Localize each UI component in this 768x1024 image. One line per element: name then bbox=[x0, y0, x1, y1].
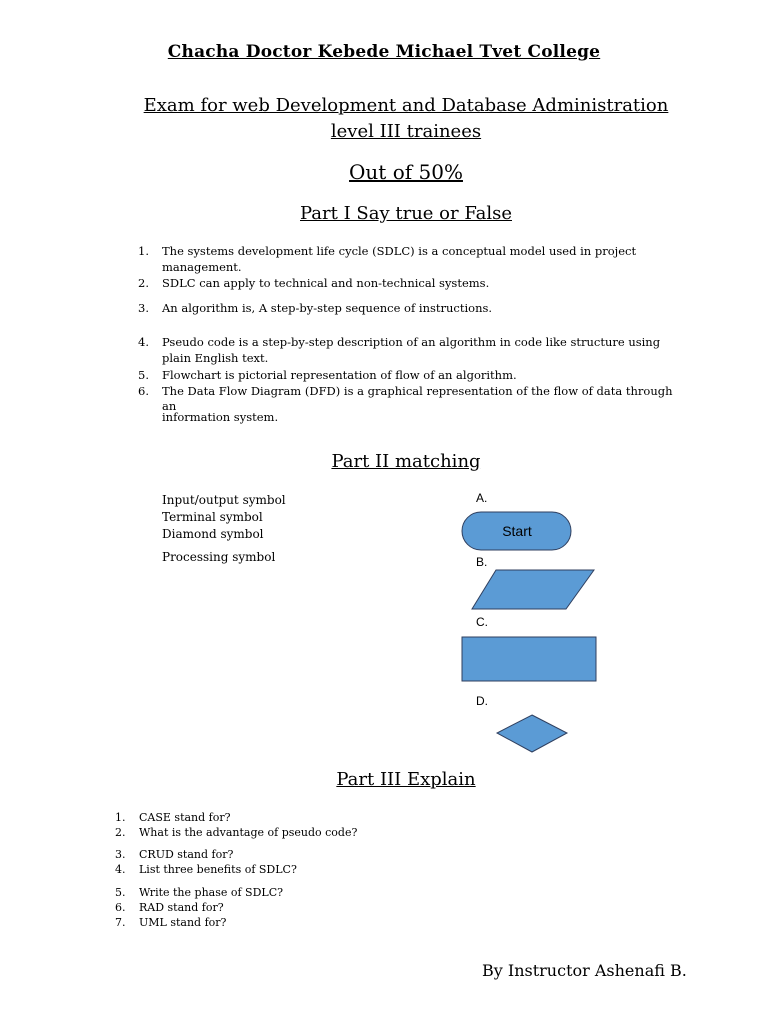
matching-term: Processing symbol bbox=[162, 550, 276, 564]
exam-title-line2: level III trainees bbox=[330, 121, 482, 142]
item-text: RAD stand for? bbox=[139, 901, 224, 914]
flowchart-symbols bbox=[455, 505, 615, 765]
process-symbol-shape bbox=[462, 637, 596, 681]
item-number: 6. bbox=[138, 384, 149, 398]
matching-term: Diamond symbol bbox=[162, 527, 264, 541]
item-number: 4. bbox=[138, 335, 149, 349]
exam-title-line1: Exam for web Development and Database Administration bbox=[143, 95, 669, 116]
item-text: List three benefits of SDLC? bbox=[139, 863, 297, 876]
item-text: The Data Flow Diagram (DFD) is a graphical representation of the flow of data through an bbox=[162, 384, 673, 413]
item-number: 5. bbox=[115, 886, 126, 899]
item-text: Pseudo code is a step-by-step description of an algorithm in code like structure using bbox=[162, 335, 661, 349]
instructor-signature-line: By Instructor Ashenafi B. bbox=[482, 961, 687, 980]
item-text: Flowchart is pictorial representation of flow of an algorithm. bbox=[162, 368, 517, 382]
exam-total-score: Out of 50% bbox=[349, 160, 463, 184]
item-text-continued: information system. bbox=[162, 410, 279, 424]
item-text-continued: plain English text. bbox=[162, 351, 269, 365]
item-number: 1. bbox=[138, 244, 149, 258]
io-symbol-shape bbox=[472, 570, 594, 609]
matching-term: Input/output symbol bbox=[162, 493, 286, 507]
shape-label-d: D. bbox=[476, 694, 488, 708]
item-number: 2. bbox=[138, 276, 149, 290]
item-number: 1. bbox=[115, 811, 126, 824]
matching-term: Terminal symbol bbox=[162, 510, 263, 524]
item-text: What is the advantage of pseudo code? bbox=[139, 826, 358, 839]
item-text: CASE stand for? bbox=[139, 811, 231, 824]
shape-label-c: C. bbox=[476, 615, 488, 629]
shape-label-b: B. bbox=[476, 555, 488, 569]
item-number: 3. bbox=[115, 848, 126, 861]
item-text: SDLC can apply to technical and non-technical systems. bbox=[162, 276, 490, 290]
shape-label-a: A. bbox=[476, 491, 488, 505]
item-text: UML stand for? bbox=[139, 916, 227, 929]
item-number: 5. bbox=[138, 368, 149, 382]
item-text-continued: management. bbox=[162, 260, 242, 274]
terminal-symbol-text: Start bbox=[502, 523, 532, 539]
item-text: CRUD stand for? bbox=[139, 848, 234, 861]
item-text: The systems development life cycle (SDLC) is a conceptual model used in project bbox=[162, 244, 637, 258]
item-number: 2. bbox=[115, 826, 126, 839]
part2-heading: Part II matching bbox=[331, 451, 481, 472]
item-number: 6. bbox=[115, 901, 126, 914]
item-number: 3. bbox=[138, 301, 149, 315]
item-number: 7. bbox=[115, 916, 126, 929]
decision-symbol-shape bbox=[497, 715, 567, 752]
item-text: Write the phase of SDLC? bbox=[139, 886, 284, 899]
item-text: An algorithm is, A step-by-step sequence of instructions. bbox=[162, 301, 493, 315]
part1-heading: Part I Say true or False bbox=[300, 203, 512, 224]
part3-heading: Part III Explain bbox=[336, 769, 476, 790]
item-number: 4. bbox=[115, 863, 126, 876]
college-name: Chacha Doctor Kebede Michael Tvet College bbox=[167, 42, 601, 62]
